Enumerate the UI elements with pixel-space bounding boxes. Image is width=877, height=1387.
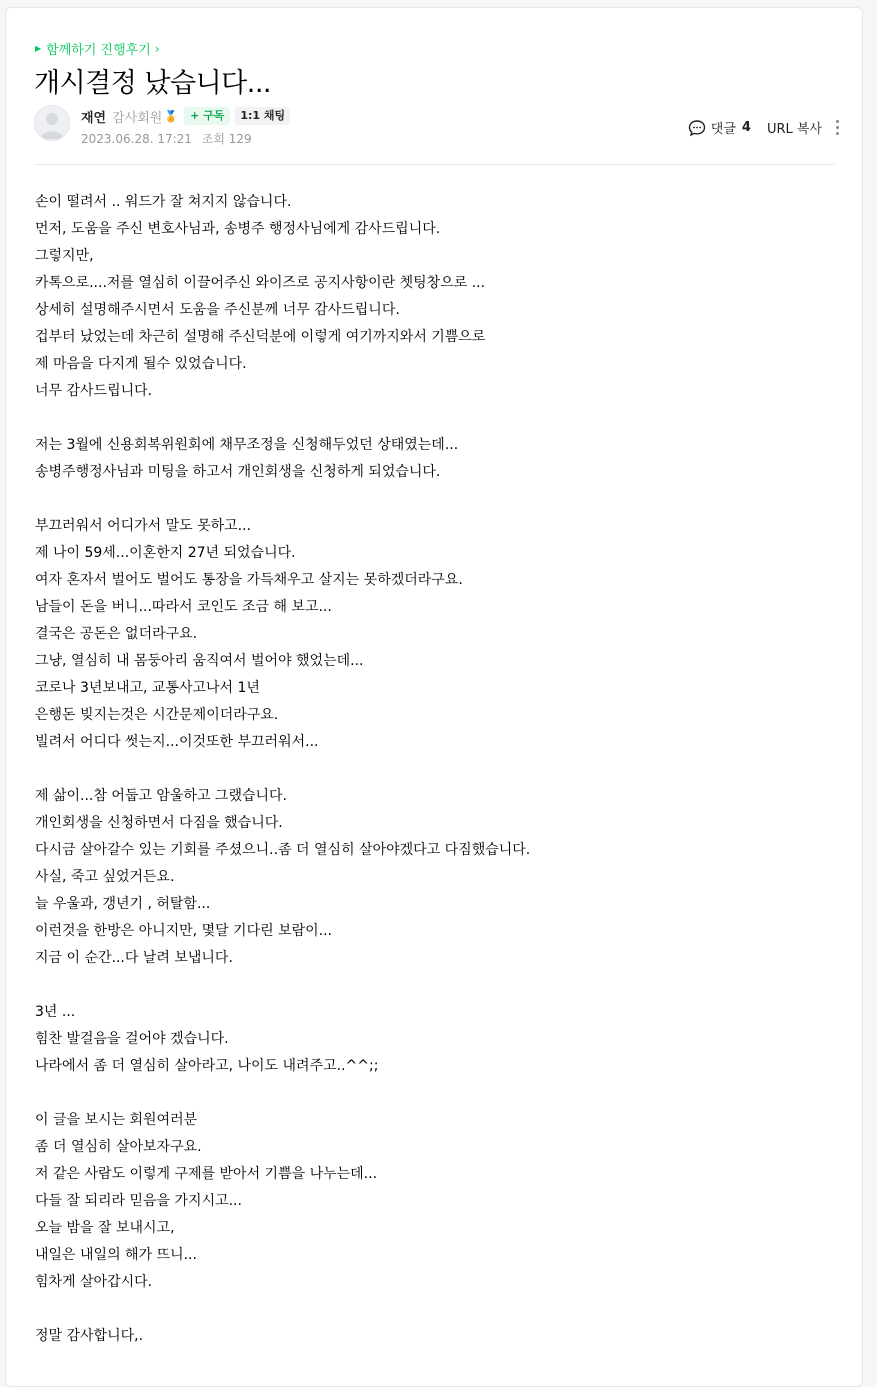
url-copy-button[interactable]: URL 복사 <box>766 122 822 137</box>
content-line: 지금 이 순간...다 날려 보냅니다. <box>35 950 233 966</box>
content-line <box>35 1080 835 1107</box>
content-line: 정말 감사합니다,. <box>35 1328 144 1344</box>
content-line: 힘찬 발걸음을 걸어야 겠습니다. <box>35 1031 229 1047</box>
content-line: 겁부터 났었는데 차근히 설명해 주신덕분에 이렇게 여기까지와서 기쁨으로 <box>35 329 486 345</box>
content-line: 저 같은 사람도 이렇게 구제를 받아서 기쁨을 나누는데... <box>35 1166 378 1182</box>
author-name[interactable]: 재연 <box>81 110 107 126</box>
more-options-icon[interactable] <box>834 119 840 137</box>
content-line: 손이 떨려서 .. 워드가 잘 쳐지지 않습니다. <box>35 194 292 210</box>
content-line: 카톡으로....저를 열심히 이끌어주신 와이즈로 공지사항이란 쳇팅창으로 ... <box>35 275 486 291</box>
content-line: 제 삶이...참 어둡고 암울하고 그랬습니다. <box>35 788 287 804</box>
content-line: 여자 혼자서 벌어도 벌어도 통장을 가득채우고 살지는 못하겠더라구요. <box>35 572 463 588</box>
comment-count: 4 <box>741 120 751 135</box>
content-line: 오늘 밤을 잘 보내시고, <box>35 1220 175 1236</box>
content-line: 부끄러워서 어디가서 말도 못하고... <box>35 518 252 534</box>
content-line: 코로나 3년보내고, 교통사고나서 1년 <box>35 680 260 696</box>
post-title: 개시결정 났습니다... <box>34 68 271 99</box>
content-line: 제 마음을 다지게 될수 있었습니다. <box>35 356 247 372</box>
content-line <box>35 486 835 513</box>
content-line: 송병주행정사님과 미팅을 하고서 개인회생을 신청하게 되었습니다. <box>35 464 441 480</box>
content-line: 3년 ... <box>35 1004 76 1020</box>
chevron-right-icon: › <box>154 41 160 56</box>
play-icon: ▶ <box>35 44 42 53</box>
content-line: 먼저, 도움을 주신 변호사님과, 송병주 행정사님에게 감사드립니다. <box>35 221 441 237</box>
content-line: 그냥, 열심히 내 몸둥아리 움직여서 벌어야 했었는데... <box>35 653 364 669</box>
content-line: 늘 우울과, 갱년기 , 허탈함... <box>35 896 211 912</box>
board-name: 함께하기 진행후기 <box>46 43 151 58</box>
post-date: 2023.06.28. 17:21 <box>81 132 192 146</box>
post-meta <box>81 130 252 147</box>
content-line: 빌려서 어디다 썻는지...이것또한 부끄러워서... <box>35 734 319 750</box>
content-line <box>35 756 835 783</box>
subscribe-button[interactable]: + 구독 <box>184 107 230 125</box>
post-tools <box>688 118 840 137</box>
content-line: 다들 잘 되리라 믿음을 가지시고... <box>35 1193 242 1209</box>
content-line: 너무 감사드립니다. <box>35 383 153 399</box>
default-avatar-icon <box>35 106 69 140</box>
content-line: 그렇지만, <box>35 248 94 264</box>
divider <box>34 164 835 165</box>
comment-button[interactable] <box>688 118 751 137</box>
content-line: 다시금 살아갈수 있는 기회를 주셨으니..좀 더 열심히 살아야겠다고 다짐했습니다. <box>35 842 531 858</box>
content-line <box>35 972 835 999</box>
content-line: 상세히 설명해주시면서 도움을 주신분께 너무 감사드립니다. <box>35 302 400 318</box>
content-line: 저는 3월에 신용회복위원회에 채무조정을 신청해두었던 상태였는데... <box>35 437 459 453</box>
content-line: 은행돈 빚지는것은 시간문제이더라구요. <box>35 707 279 723</box>
comment-label: 댓글 <box>710 122 736 137</box>
view-count: 조회 129 <box>201 132 252 146</box>
content-line: 나라에서 좀 더 열심히 살아라고, 나이도 내려주고..^^;; <box>35 1058 379 1074</box>
comment-icon <box>688 119 706 137</box>
content-line: 이런것을 한방은 아니지만, 몇달 기다린 보람이... <box>35 923 333 939</box>
post-content <box>35 189 835 1350</box>
avatar[interactable] <box>34 105 70 141</box>
medal-icon: 🏅 <box>164 109 179 123</box>
content-line: 결국은 공돈은 없더라구요. <box>35 626 198 642</box>
content-line: 개인회생을 신청하면서 다짐을 했습니다. <box>35 815 283 831</box>
content-line: 제 나이 59세...이혼한지 27년 되었습니다. <box>35 545 296 561</box>
content-line: 힘차게 살아갑시다. <box>35 1274 153 1290</box>
content-line <box>35 405 835 432</box>
post-card <box>5 7 863 1387</box>
content-line: 남들이 돈을 버니...따라서 코인도 조금 해 보고... <box>35 599 332 615</box>
content-line: 좀 더 열심히 살아보자구요. <box>35 1139 202 1155</box>
board-link[interactable] <box>35 39 160 58</box>
author-row <box>81 107 290 125</box>
content-line <box>35 1296 835 1323</box>
content-line: 내일은 내일의 해가 뜨니... <box>35 1247 197 1263</box>
author-level: 감사회원 <box>112 110 163 126</box>
chat-button[interactable]: 1:1 채팅 <box>235 107 290 125</box>
content-line: 사실, 죽고 싶었거든요. <box>35 869 175 885</box>
content-line: 이 글을 보시는 회원여러분 <box>35 1112 198 1128</box>
